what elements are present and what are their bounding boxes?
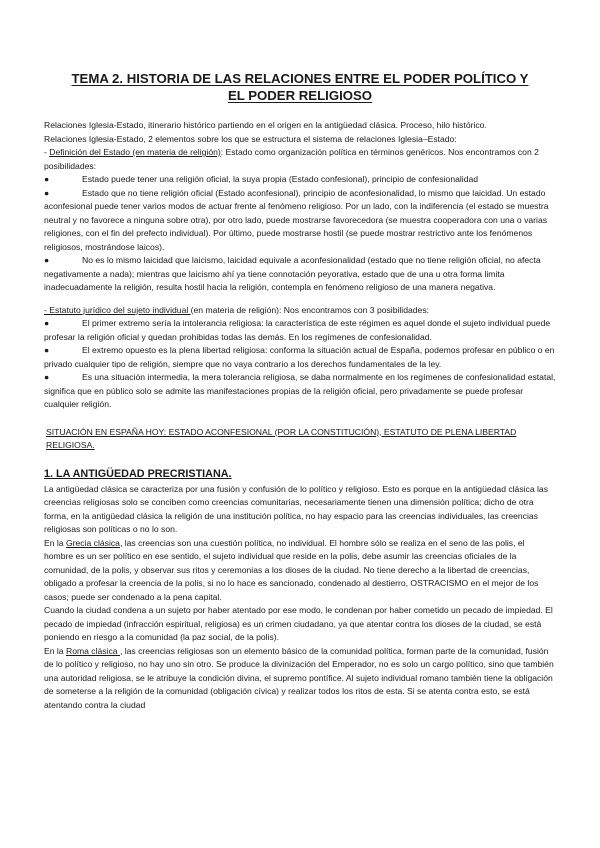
section-heading: 1. LA ANTIGÜEDAD PRECRISTIANA. bbox=[44, 467, 232, 480]
estatuto-bullet-3 bbox=[44, 371, 556, 412]
definition-bullet-3 bbox=[44, 254, 556, 295]
roma-text: , las creencias religiosas son un elemento básico de la comunidad política, forman parte de la comunidad, fusión de lo político y religioso, no hay uno sin otro. Se produce la divinización del Emperador, no es solo un cargo político, sino que también una autoridad religiosa, se le atribuye la condición divina, el supremo pontífice. Al sujeto individual romano también tiene la obligación de someterse a la religión de la comunidad (obligación cívica) y realizar todos los ritos de esta. Si se atenta contra esto, se está atentando contra la ciudad bbox=[44, 645, 554, 710]
section-paragraph-1: La antigüedad clásica se caracteriza por una fusión y confusión de lo político y religioso. Esto es porque en la antigüedad clásica las creencias religiosas solo se conciben como creencias comunitarias, necesariamente tienen una dimensión política; dicho de otra forma, en la antigüedad clásica la religión de una institución política, no hay espacio para las creencias individuales, las creencias religiosas son políticas o no lo son. bbox=[44, 483, 548, 534]
bullet-text: Estado puede tener una religión oficial, la suya propia (Estado confesional), principio de confesionalidad bbox=[82, 174, 479, 184]
definition-prefix: - bbox=[44, 147, 50, 157]
roma-paragraph bbox=[44, 645, 556, 713]
bullet-dot: ● bbox=[44, 345, 50, 355]
impiedad-paragraph: Cuando la ciudad condena a un sujeto por haber atentado por ese modo, le condenan por haber cometido un pecado de impiedad. El pecado de impiedad (infracción espiritual, religiosa) es un crimen ciudadano, ya que atentar contra los dioses de la ciudad, se está poniendo en riesgo a la comunidad (la paz social, de la polis). bbox=[44, 605, 553, 642]
definition-label: Definición del Estado (en materia de religión) bbox=[49, 147, 221, 157]
estatuto-juridico bbox=[44, 304, 556, 318]
bullet-text: No es lo mismo laicidad que laicismo, laicidad equivale a aconfesionalidad (estado que no tiene religión oficial, no afecta negativamente a nada); mientras que laicismo ahí ya tiene connotación peyorativa, estado que de una u otra forma limita inadecuadamente la religión, resulta hostil hacia la religión, contempla en fenómeno religioso de una manera negativa. bbox=[44, 255, 541, 292]
document-title: TEMA 2. HISTORIA DE LAS RELACIONES ENTRE EL PODER POLÍTICO Y EL PODER RELIGIOSO bbox=[71, 71, 529, 103]
bullet-text: El primer extremo sería la intolerancia religiosa: la característica de este régimen es aquel donde el sujeto individual puede profesar la religión oficial y quedan prohibidas todas las demás. En los regímenes de confesionalidad. bbox=[44, 318, 551, 342]
roma-label: Roma clásica bbox=[65, 645, 120, 656]
intro-paragraph-1: Relaciones Iglesia-Estado, itinerario histórico partiendo en el origen en la antigüedad clásica. Proceso, hilo histórico. bbox=[44, 120, 487, 130]
definition-bullet-2 bbox=[44, 187, 556, 255]
bullet-dot: ● bbox=[44, 174, 50, 184]
estatuto-text: (en materia de religión): Nos encontramos con 3 posibilidades: bbox=[190, 304, 430, 315]
intro-paragraph-2: Relaciones Iglesia-Estado, 2 elementos sobre los que se estructura el sistema de relaciones Iglesia–Estado: bbox=[44, 133, 457, 144]
estatuto-bullet-1 bbox=[44, 317, 556, 344]
spacer bbox=[44, 412, 556, 426]
definition-bullet-1 bbox=[44, 173, 556, 187]
bullet-dot: ● bbox=[44, 318, 50, 328]
estatuto-label: - Estatuto jurídico del sujeto individual bbox=[44, 304, 191, 315]
estado-definition bbox=[44, 146, 556, 173]
bullet-dot: ● bbox=[44, 372, 50, 382]
bullet-dot: ● bbox=[44, 255, 50, 265]
roma-prefix: En la bbox=[44, 645, 66, 656]
bullet-text: Es una situación intermedia, la mera tolerancia religiosa, se daba normalmente en los regímenes de confesionalidad estatal, significa que en público solo se admite las manifestaciones propias de la religión oficial, pero privadamente se puede profesar cualquier religión. bbox=[44, 372, 556, 409]
grecia-paragraph bbox=[44, 537, 556, 605]
grecia-prefix: En la bbox=[44, 537, 66, 548]
bullet-text: Estado que no tiene religión oficial (Estado aconfesional), principio de aconfesionalidad, lo mismo que laicidad. Un estado aconfesional puede tener varios modos de actuar frente al fenómeno religioso. Por un lado, con la indiferencia (el estado se muestra neutral y no favorece a ninguna sobre otra), por otro lado, puede mostrarse favorecedora (se muestra cooperadora con una o varias religiones, con el fin del prefecto individual). Por último, puede mostrarse hostil (se puede mostrar restrictivo ante los fenómenos religiosos, mostrándose laicos). bbox=[44, 187, 549, 252]
spacer bbox=[44, 295, 556, 304]
estatuto-bullet-2 bbox=[44, 344, 556, 371]
definition-text: : Estado como organización política en términos genéricos. Nos encontramos con 2 posibilidades: bbox=[44, 147, 539, 171]
bullet-dot: ● bbox=[44, 187, 50, 198]
spacer bbox=[44, 453, 556, 467]
grecia-label: Grecia clásica bbox=[65, 537, 120, 548]
situacion-espana: SITUACIÓN EN ESPAÑA HOY: ESTADO ACONFESIONAL (POR LA CONSTITUCIÓN), ESTATUTO DE PLENA LIBERTAD RELIGIOSA. bbox=[46, 426, 517, 450]
bullet-text: El extremo opuesto es la plena libertad religiosa: conforma la situación actual de España, podemos profesar en público o en privado cualquier tipo de religión, siempre que no vaya contrario a los derechos fundamentales de la ley. bbox=[44, 345, 555, 369]
grecia-text: , las creencias son una cuestión política, no individual. El hombre sólo se realiza en el seno de las polis, el hombre es un ser político en ese sentido, el sujeto individual que reside en la polis, debe asumir las creencias oficiales de la comunidad, de la polis, y observar sus ritos y ceremonias a los dioses de la ciudad. No tiene derecho a la libertad de creencias, obligado a profesar la creencia de la polis, si no lo hace es sancionado, condenado al destierro, OSTRACISMO en el mejor de los casos; puede ser condenado a la pena capital. bbox=[44, 537, 539, 602]
